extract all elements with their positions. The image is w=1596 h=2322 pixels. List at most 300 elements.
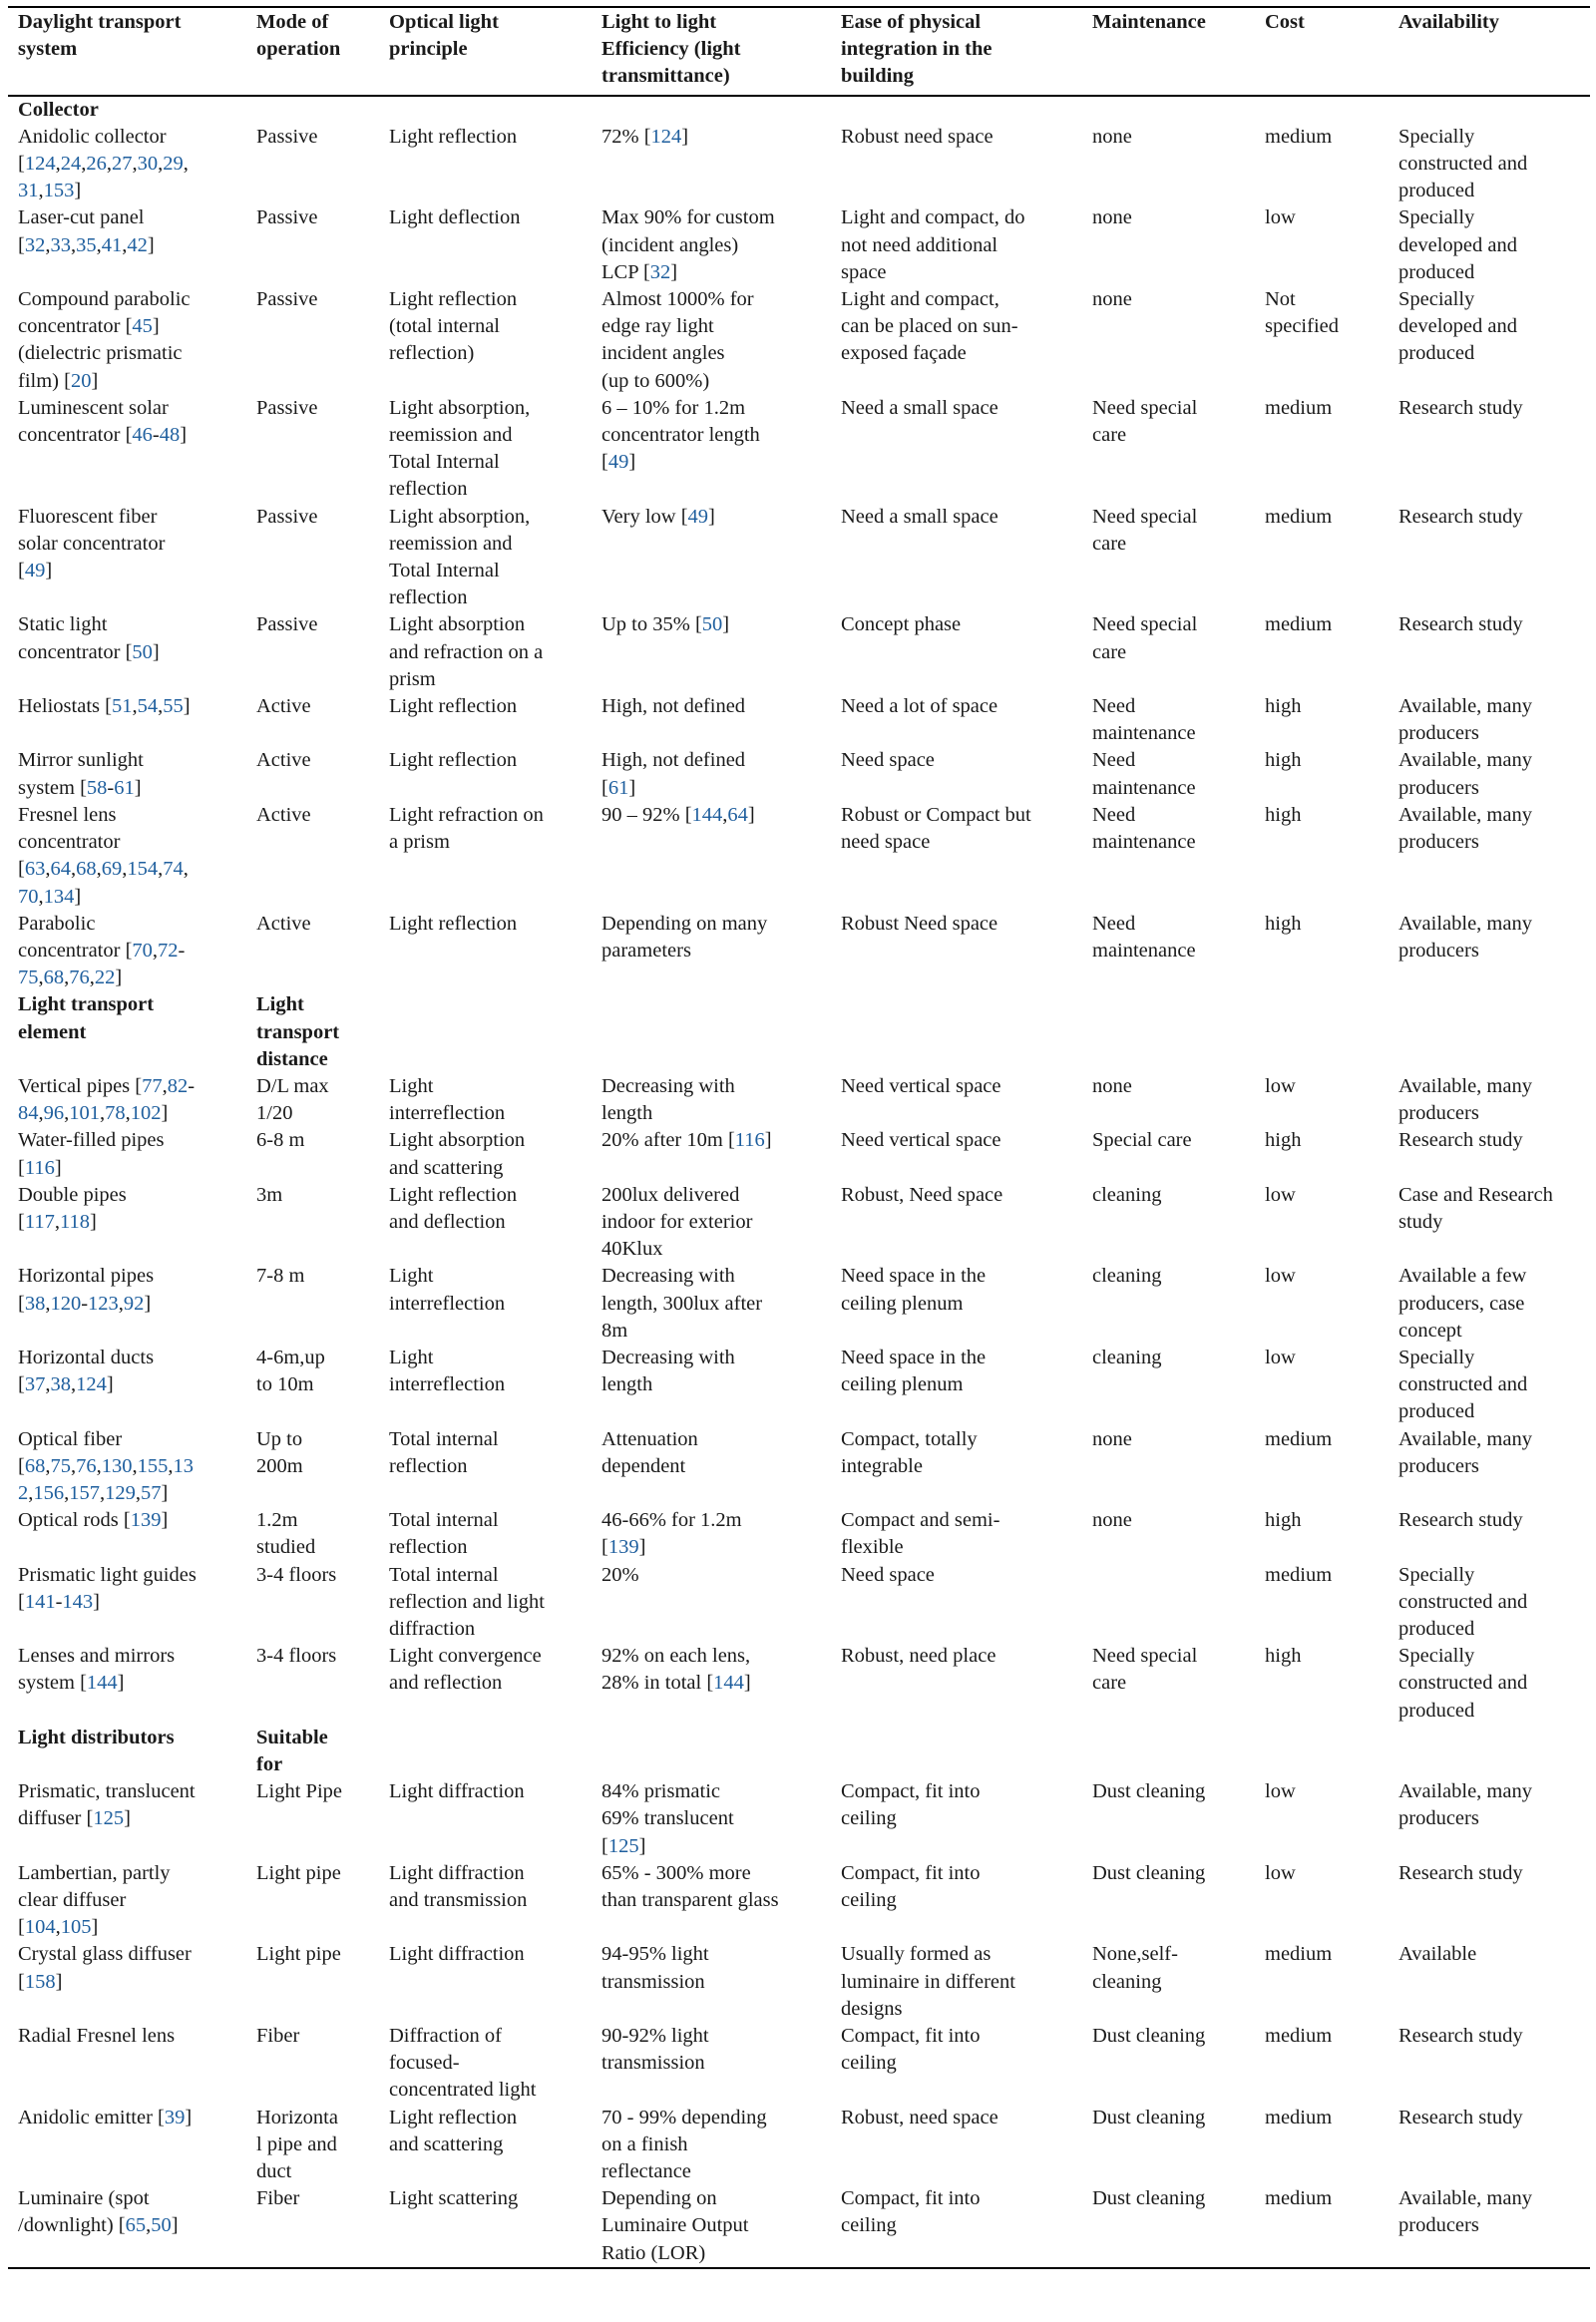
principle-cell: Light diffraction	[389, 1943, 525, 1966]
citation-link[interactable]: 32	[649, 260, 671, 283]
citation-link[interactable]: 96	[43, 1102, 65, 1125]
citation-link[interactable]: 144	[86, 1672, 118, 1695]
maintenance-cell: Need special care	[1092, 396, 1198, 447]
availability-cell: Available, many producers	[1398, 695, 1532, 745]
system-cell: Static light concentrator [50]	[18, 613, 160, 663]
citation-link[interactable]: 92	[123, 1292, 145, 1315]
cost-cell: Not specified	[1265, 288, 1339, 338]
cost-cell: medium	[1265, 613, 1333, 636]
citation-link[interactable]: 29	[163, 153, 184, 176]
citation-link[interactable]: 104	[24, 1916, 56, 1939]
integration-cell	[831, 991, 1082, 1073]
table-row	[8, 747, 1590, 801]
cost-cell: low	[1265, 206, 1296, 229]
citation-link[interactable]: 64	[727, 803, 748, 826]
cost-cell: medium	[1265, 2106, 1333, 2128]
table-row	[8, 911, 1590, 992]
efficiency-cell: 20%	[601, 1563, 639, 1586]
cost-cell: low	[1265, 1861, 1296, 1884]
citation-link[interactable]: 26	[86, 153, 107, 176]
header-cost: Cost	[1265, 11, 1305, 33]
mode-cell: 1.2m studied	[256, 1509, 316, 1559]
integration-cell: Compact, totally integrable	[841, 1427, 978, 1477]
maintenance-cell: none	[1092, 1509, 1132, 1532]
citation-link[interactable]: 50	[151, 2214, 172, 2237]
availability-cell	[1389, 1725, 1590, 1778]
availability-cell: Research study	[1398, 613, 1523, 636]
citation-link[interactable]: 57	[141, 1481, 162, 1504]
citation-link[interactable]: 120	[50, 1292, 82, 1315]
availability-cell: Specially developed and produced	[1398, 206, 1517, 283]
section-header-row	[8, 96, 1590, 124]
citation-link[interactable]: 75	[18, 967, 39, 989]
cost-cell: medium	[1265, 2187, 1333, 2210]
system-cell: Optical fiber [68,75,76,130,155,13 2,156,157,129,57]	[18, 1427, 194, 1504]
principle-cell: Light interreflection	[389, 1074, 506, 1125]
table-row	[8, 1263, 1590, 1345]
citation-link[interactable]: 22	[94, 967, 116, 989]
citation-link[interactable]: 48	[159, 424, 181, 447]
mode-cell	[246, 96, 379, 124]
availability-cell: Specially developed and produced	[1398, 288, 1517, 365]
system-cell: Optical rods [139]	[18, 1509, 169, 1532]
citation-link[interactable]: 144	[691, 803, 723, 826]
principle-cell: Light refraction on a prism	[389, 803, 544, 854]
availability-cell: Research study	[1398, 505, 1523, 528]
citation-link[interactable]: 77	[142, 1074, 163, 1097]
maintenance-cell: Need maintenance	[1092, 695, 1196, 745]
integration-cell: Compact, fit into ceiling	[841, 2187, 981, 2237]
efficiency-cell: Almost 1000% for edge ray light incident angles (up to 600%)	[601, 288, 754, 392]
maintenance-cell: Need special care	[1092, 505, 1198, 555]
efficiency-cell: Decreasing with length	[601, 1346, 735, 1396]
principle-cell: Light diffraction and transmission	[389, 1861, 528, 1912]
integration-cell: Need space	[841, 749, 935, 772]
integration-cell: Need a small space	[841, 396, 998, 419]
citation-link[interactable]: 55	[163, 695, 184, 718]
principle-cell: Light scattering	[389, 2187, 519, 2210]
citation-link[interactable]: 129	[105, 1481, 136, 1504]
cost-cell: medium	[1265, 2025, 1333, 2048]
citation-link[interactable]: 13	[173, 1454, 194, 1477]
principle-cell: Light deflection	[389, 206, 521, 229]
efficiency-cell: Decreasing with length	[601, 1074, 735, 1125]
efficiency-cell: Up to 35% [50]	[601, 613, 730, 636]
citation-link[interactable]: 69	[101, 858, 123, 881]
table-row	[8, 693, 1590, 747]
mode-cell: Active	[256, 912, 311, 935]
mode-cell: Light Pipe	[256, 1780, 342, 1803]
mode-cell: Light pipe	[256, 1861, 341, 1884]
mode-cell: Passive	[256, 613, 318, 636]
system-cell: Prismatic light guides [141-143]	[18, 1563, 197, 1613]
mode-cell: 3m	[256, 1183, 283, 1206]
mode-cell: Passive	[256, 125, 318, 148]
integration-cell: Need vertical space	[841, 1074, 1001, 1097]
citation-link[interactable]: 24	[60, 153, 82, 176]
citation-link[interactable]: 157	[69, 1481, 100, 1504]
integration-cell: Compact, fit into ceiling	[841, 1861, 981, 1912]
cost-cell: low	[1265, 1780, 1296, 1803]
system-cell: Luminescent solar concentrator [46-48]	[18, 396, 188, 447]
citation-link[interactable]: 49	[24, 560, 46, 582]
maintenance-cell	[1082, 991, 1255, 1073]
maintenance-cell: None,self- cleaning	[1092, 1943, 1178, 1993]
citation-link[interactable]: 38	[24, 1292, 46, 1315]
cost-cell	[1255, 96, 1389, 124]
citation-link[interactable]: 72	[158, 939, 179, 962]
citation-link[interactable]: 37	[24, 1373, 46, 1396]
efficiency-cell: 84% prismatic 69% translucent [125]	[601, 1780, 734, 1857]
table-row	[8, 1426, 1590, 1508]
efficiency-cell	[592, 96, 831, 124]
availability-cell: Available	[1398, 1943, 1477, 1966]
citation-link[interactable]: 156	[33, 1481, 65, 1504]
maintenance-cell: none	[1092, 1427, 1132, 1450]
system-cell: Lenses and mirrors system [144]	[18, 1645, 176, 1695]
maintenance-cell: none	[1092, 1074, 1132, 1097]
efficiency-cell: High, not defined [61]	[601, 749, 746, 799]
principle-cell: Light reflection	[389, 695, 518, 718]
maintenance-cell: Need special care	[1092, 613, 1198, 663]
table-row	[8, 504, 1590, 612]
system-cell: Light transport element	[18, 993, 155, 1043]
integration-cell: Robust, need place	[841, 1645, 997, 1668]
citation-link[interactable]: 155	[137, 1454, 169, 1477]
maintenance-cell: cleaning	[1092, 1183, 1162, 1206]
citation-link[interactable]: 61	[114, 776, 135, 799]
maintenance-cell: Dust cleaning	[1092, 1861, 1206, 1884]
citation-link[interactable]: 30	[137, 153, 159, 176]
table-row	[8, 802, 1590, 911]
principle-cell: Light interreflection	[389, 1346, 506, 1396]
mode-cell: Passive	[256, 206, 318, 229]
cost-cell: low	[1265, 1265, 1296, 1288]
table-row	[8, 2105, 1590, 2186]
table-header	[8, 7, 1590, 96]
citation-link[interactable]: 58	[86, 776, 108, 799]
availability-cell: Available, many producers	[1398, 912, 1532, 962]
citation-link[interactable]: 32	[24, 233, 46, 256]
efficiency-cell	[592, 991, 831, 1073]
citation-link[interactable]: 70	[18, 885, 39, 908]
integration-cell: Light and compact, can be placed on sun- exposed façade	[841, 288, 1018, 365]
cost-cell	[1255, 991, 1389, 1073]
citation-link[interactable]: 68	[43, 967, 65, 989]
citation-link[interactable]: 31	[18, 180, 39, 202]
header-maintenance: Maintenance	[1092, 11, 1206, 33]
cost-cell: medium	[1265, 505, 1333, 528]
efficiency-cell: 20% after 10m [116]	[601, 1129, 772, 1152]
integration-cell	[831, 1725, 1082, 1778]
citation-link[interactable]: 45	[132, 315, 153, 338]
citation-link[interactable]: 64	[50, 858, 71, 881]
system-cell: Vertical pipes [77,82- 84,96,101,78,102]	[18, 1074, 196, 1125]
principle-cell: Total internal reflection	[389, 1509, 499, 1559]
efficiency-cell: 72% [124]	[601, 125, 689, 148]
header-availability: Availability	[1398, 11, 1499, 33]
principle-cell: Light absorption and refraction on a prism	[389, 613, 544, 690]
availability-cell: Case and Research study	[1398, 1183, 1553, 1233]
mode-cell: Suitable for	[256, 1726, 328, 1775]
table-row	[8, 1507, 1590, 1561]
principle-cell: Light reflection (total internal reflection)	[389, 288, 518, 365]
principle-cell: Diffraction of focused- concentrated light	[389, 2025, 537, 2102]
citation-link[interactable]: 139	[130, 1509, 162, 1532]
system-cell: Lambertian, partly clear diffuser [104,105]	[18, 1861, 171, 1939]
header-principle: Optical light principle	[389, 11, 499, 61]
citation-link[interactable]: 154	[127, 858, 159, 881]
mode-cell: Horizonta l pipe and duct	[256, 2106, 338, 2183]
integration-cell: Robust or Compact but need space	[841, 803, 1031, 854]
section-header-row	[8, 991, 1590, 1073]
citation-link[interactable]: 74	[163, 858, 184, 881]
mode-cell: 6-8 m	[256, 1129, 305, 1152]
citation-link[interactable]: 124	[650, 125, 682, 148]
system-cell: Luminaire (spot /downlight) [65,50]	[18, 2187, 179, 2237]
cost-cell: medium	[1265, 396, 1333, 419]
citation-link[interactable]: 78	[105, 1102, 126, 1125]
principle-cell: Light diffraction	[389, 1780, 525, 1803]
system-cell: Anidolic emitter [39]	[18, 2106, 193, 2128]
citation-link[interactable]: 50	[701, 613, 723, 636]
availability-cell: Available, many producers	[1398, 2187, 1532, 2237]
availability-cell: Specially constructed and produced	[1398, 125, 1528, 202]
integration-cell: Need a lot of space	[841, 695, 998, 718]
citation-link[interactable]: 139	[607, 1536, 639, 1559]
cost-cell: high	[1265, 695, 1302, 718]
efficiency-cell: Max 90% for custom (incident angles) LCP [32]	[601, 206, 775, 283]
system-cell: Laser-cut panel [32,33,35,41,42]	[18, 206, 155, 256]
principle-cell: Light reflection and deflection	[389, 1183, 518, 1233]
availability-cell: Available, many producers	[1398, 1427, 1532, 1477]
maintenance-cell	[1082, 1562, 1255, 1644]
efficiency-cell: Decreasing with length, 300lux after 8m	[601, 1265, 763, 1342]
table-row	[8, 204, 1590, 286]
efficiency-cell: 6 – 10% for 1.2m concentrator length [49]	[601, 396, 760, 474]
citation-link[interactable]: 63	[24, 858, 46, 881]
citation-link[interactable]: 144	[713, 1672, 744, 1695]
citation-link[interactable]: 84	[18, 1102, 39, 1125]
table-row	[8, 2185, 1590, 2268]
citation-link[interactable]: 75	[50, 1454, 71, 1477]
efficiency-cell: 92% on each lens, 28% in total [144]	[601, 1645, 751, 1695]
system-cell: Anidolic collector [124,24,26,27,30,29, 31,153]	[18, 125, 189, 202]
citation-link[interactable]: 102	[130, 1102, 162, 1125]
principle-cell: Light absorption and scattering	[389, 1129, 526, 1179]
cost-cell: low	[1265, 1183, 1296, 1206]
maintenance-cell: Dust cleaning	[1092, 2025, 1206, 2048]
citation-link[interactable]: 27	[111, 153, 133, 176]
citation-link[interactable]: 20	[70, 369, 92, 392]
integration-cell: Robust need space	[841, 125, 994, 148]
citation-link[interactable]: 125	[93, 1807, 125, 1830]
principle-cell	[379, 991, 592, 1073]
system-cell: Light distributors	[18, 1726, 175, 1748]
citation-link[interactable]: 130	[101, 1454, 133, 1477]
principle-cell	[379, 96, 592, 124]
citation-link[interactable]: 2	[18, 1481, 29, 1504]
citation-link[interactable]: 68	[76, 858, 97, 881]
citation-link[interactable]: 68	[24, 1454, 46, 1477]
citation-link[interactable]: 70	[132, 939, 153, 962]
mode-cell: Light transport distance	[256, 993, 340, 1070]
integration-cell: Robust, need space	[841, 2106, 998, 2128]
citation-link[interactable]: 116	[734, 1129, 765, 1152]
maintenance-cell: Need maintenance	[1092, 749, 1196, 799]
cost-cell: high	[1265, 1509, 1302, 1532]
principle-cell: Light interreflection	[389, 1265, 506, 1315]
availability-cell: Specially constructed and produced	[1398, 1645, 1528, 1722]
integration-cell: Compact, fit into ceiling	[841, 1780, 981, 1830]
citation-link[interactable]: 46	[132, 424, 153, 447]
availability-cell: Available a few producers, case concept	[1398, 1265, 1527, 1342]
mode-cell: 4-6m,up to 10m	[256, 1346, 325, 1396]
integration-cell: Usually formed as luminaire in different designs	[841, 1943, 1015, 2020]
citation-link[interactable]: 51	[111, 695, 133, 718]
table-body	[8, 96, 1590, 2268]
header-row	[8, 7, 1590, 96]
availability-cell	[1389, 96, 1590, 124]
cost-cell: medium	[1265, 1427, 1333, 1450]
system-cell: Fresnel lens concentrator [63,64,68,69,154,74, 70,134]	[18, 803, 189, 908]
efficiency-cell: High, not defined	[601, 695, 746, 718]
integration-cell: Compact, fit into ceiling	[841, 2025, 981, 2075]
citation-link[interactable]: 61	[607, 776, 629, 799]
citation-link[interactable]: 39	[164, 2106, 186, 2128]
citation-link[interactable]: 158	[24, 1970, 56, 1993]
maintenance-cell: Dust cleaning	[1092, 1780, 1206, 1803]
citation-link[interactable]: 49	[607, 451, 629, 474]
citation-link[interactable]: 118	[59, 1210, 90, 1233]
cost-cell: medium	[1265, 1943, 1333, 1966]
principle-cell: Total internal reflection	[389, 1427, 499, 1477]
citation-link[interactable]: 38	[50, 1373, 71, 1396]
integration-cell: Robust, Need space	[841, 1183, 1003, 1206]
citation-link[interactable]: 125	[607, 1834, 639, 1857]
system-cell: Horizontal pipes [38,120-123,92]	[18, 1265, 155, 1315]
system-cell: Heliostats [51,54,55]	[18, 695, 191, 718]
efficiency-cell: Very low [49]	[601, 505, 715, 528]
header-integration: Ease of physical integration in the building	[841, 11, 993, 88]
comparison-table-container	[8, 6, 1590, 2269]
citation-link[interactable]: 123	[88, 1292, 119, 1315]
availability-cell: Available, many producers	[1398, 803, 1532, 854]
citation-link[interactable]: 143	[62, 1590, 94, 1613]
cost-cell: high	[1265, 912, 1302, 935]
system-cell: Mirror sunlight system [58-61]	[18, 749, 144, 799]
citation-link[interactable]: 50	[132, 640, 153, 663]
mode-cell: Passive	[256, 505, 318, 528]
citation-link[interactable]: 49	[687, 505, 709, 528]
integration-cell: Need a small space	[841, 505, 998, 528]
maintenance-cell: none	[1092, 125, 1132, 148]
maintenance-cell: Need maintenance	[1092, 803, 1196, 854]
citation-link[interactable]: 54	[137, 695, 159, 718]
table-row	[8, 1562, 1590, 1644]
system-cell: Collector	[18, 98, 99, 121]
cost-cell: low	[1265, 1074, 1296, 1097]
citation-link[interactable]: 33	[50, 233, 71, 256]
citation-link[interactable]: 124	[24, 153, 56, 176]
header-efficiency: Light to light Efficiency (light transmittance)	[601, 11, 741, 88]
maintenance-cell: Need maintenance	[1092, 912, 1196, 962]
table-row	[8, 1182, 1590, 1264]
principle-cell: Light absorption, reemission and Total Internal reflection	[389, 505, 531, 609]
citation-link[interactable]: 41	[101, 233, 123, 256]
maintenance-cell: none	[1092, 206, 1132, 229]
cost-cell: medium	[1265, 125, 1333, 148]
integration-cell: Need space in the ceiling plenum	[841, 1265, 987, 1315]
citation-link[interactable]: 141	[24, 1590, 56, 1613]
mode-cell: Fiber	[256, 2187, 300, 2210]
citation-link[interactable]: 35	[76, 233, 97, 256]
cost-cell	[1255, 1725, 1389, 1778]
efficiency-cell: Depending on many parameters	[601, 912, 768, 962]
mode-cell: Fiber	[256, 2025, 300, 2048]
table-row	[8, 1941, 1590, 2023]
citation-link[interactable]: 42	[127, 233, 148, 256]
section-header-row	[8, 1725, 1590, 1778]
table-row	[8, 124, 1590, 205]
table-row	[8, 1860, 1590, 1942]
cost-cell: medium	[1265, 1563, 1333, 1586]
maintenance-cell: Special care	[1092, 1129, 1192, 1152]
efficiency-cell: 90-92% light transmission	[601, 2025, 709, 2075]
maintenance-cell: Dust cleaning	[1092, 2187, 1206, 2210]
citation-link[interactable]: 76	[69, 967, 90, 989]
citation-link[interactable]: 82	[167, 1074, 189, 1097]
availability-cell: Research study	[1398, 1129, 1523, 1152]
maintenance-cell: Dust cleaning	[1092, 2106, 1206, 2128]
citation-link[interactable]: 101	[69, 1102, 100, 1125]
availability-cell: Research study	[1398, 2106, 1523, 2128]
efficiency-cell: 70 - 99% depending on a finish reflectance	[601, 2106, 767, 2183]
availability-cell: Research study	[1398, 2025, 1523, 2048]
principle-cell: Light reflection	[389, 749, 518, 772]
availability-cell: Specially constructed and produced	[1398, 1563, 1528, 1640]
citation-link[interactable]: 124	[76, 1373, 107, 1396]
mode-cell: 3-4 floors	[256, 1645, 337, 1668]
citation-link[interactable]: 134	[43, 885, 75, 908]
maintenance-cell	[1082, 1725, 1255, 1778]
mode-cell: Passive	[256, 288, 318, 311]
efficiency-cell: 200lux delivered indoor for exterior 40Klux	[601, 1183, 753, 1261]
principle-cell: Light reflection and scattering	[389, 2106, 518, 2155]
citation-link[interactable]: 117	[24, 1210, 55, 1233]
system-cell: Horizontal ducts [37,38,124]	[18, 1346, 155, 1396]
integration-cell: Need space in the ceiling plenum	[841, 1346, 987, 1396]
citation-link[interactable]: 153	[43, 180, 75, 202]
table-row	[8, 1127, 1590, 1181]
availability-cell	[1389, 991, 1590, 1073]
efficiency-cell: 90 – 92% [144,64]	[601, 803, 755, 826]
principle-cell: Light convergence and reflection	[389, 1645, 542, 1695]
system-cell: Water-filled pipes [116]	[18, 1129, 165, 1179]
table-row	[8, 1643, 1590, 1725]
citation-link[interactable]: 65	[125, 2214, 147, 2237]
system-cell: Fluorescent fiber solar concentrator [49]	[18, 505, 166, 582]
availability-cell: Specially constructed and produced	[1398, 1346, 1528, 1423]
cost-cell: low	[1265, 1346, 1296, 1368]
citation-link[interactable]: 105	[60, 1916, 92, 1939]
availability-cell: Research study	[1398, 1861, 1523, 1884]
citation-link[interactable]: 116	[24, 1156, 55, 1179]
citation-link[interactable]: 76	[76, 1454, 97, 1477]
system-cell: Compound parabolic concentrator [45] (dielectric prismatic film) [20]	[18, 288, 191, 392]
availability-cell: Available, many producers	[1398, 749, 1532, 799]
maintenance-cell: cleaning	[1092, 1265, 1162, 1288]
